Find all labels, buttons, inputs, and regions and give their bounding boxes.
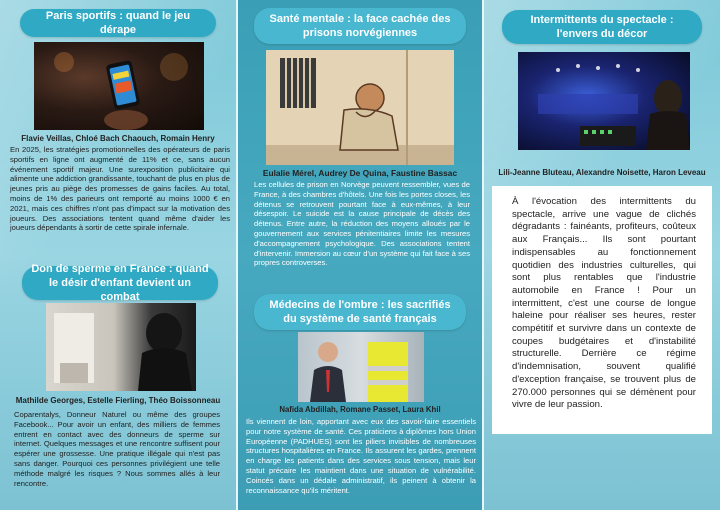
left-column: [0, 0, 236, 510]
article-title-sante[interactable]: Santé mentale : la face cachée des prisons norvégiennes: [254, 8, 466, 44]
authors-medecins: Nafida Abdillah, Romane Passet, Laura Khil: [279, 405, 441, 414]
middle-column: [238, 0, 482, 510]
body-sante: Les cellules de prison en Norvège peuvent ressembler, vues de France, à des chambres d'hôtels. Une fois les portes closes, les détenus se retrouvent pourtant face à eux-mêmes, à leur désespoir. Le suicide est la cause principale de décès des détenus. Entre autre, la réduction des moyens alloués par le gouvernement aux services pénitentiaires limite les mesures d'accompagnement psychologique. Des associations tentent d'intervenir. Immersion au cœur d'un système qui fait face à ses propres controverses.: [254, 180, 470, 268]
authors-sante: Eulalie Mérel, Audrey De Quina, Faustine Bassac: [262, 168, 458, 178]
medecins-photo: [298, 332, 424, 402]
article-title-sperme[interactable]: Don de sperme en France : quand le désir d'enfant devient un combat: [22, 266, 218, 300]
body-medecins: Ils viennent de loin, apportant avec eux des savoir-faire essentiels pour notre système de santé. Ces praticiens à diplômes hors Union Européenne (PADHUES) sont les piliers invisibles de nombreuses structures hospitalières en France. Ils assurent les gardes, prennent en charge les patients dans des services sous tension, mais leur statut précaire les maintient dans une situation de vulnérabilité. Coincés dans un dédale administratif, ils peinent à obtenir la reconnaissance qu'ils méritent.: [246, 417, 476, 495]
article-title-intermittents[interactable]: Intermittents du spectacle : l'envers du décor: [502, 10, 702, 44]
intermittents-photo: [518, 52, 690, 150]
body-intermittents: À l'évocation des intermittents du spectacle, arrive une vague de clichés dégradants : fainéants, profiteurs, coûteux aux Français... Ils sont pourtant indispensables au fonctionnement quotidien des industries culturelles, qui sont plus rentables que l'industrie automobile en France ! Pour un intermittent, c'est une course de longue haleine pour réaliser ses heures, rester compétitif et survivre dans un contexte de coupes budgétaires et d'instabilité structurelle. Derrière ce régime d'indemnisation, souvent qualifié d'exception française, se trouvent plus de 270.000 personnes qui se démènent pour vivre de leur passion.: [512, 196, 696, 411]
don-sperme-photo: [46, 303, 196, 391]
phone-icon: [34, 42, 204, 130]
prison-illustration: [266, 50, 454, 165]
right-column: [484, 0, 720, 510]
prisoner-icon: [266, 50, 454, 165]
authors-sperme: Mathilde Georges, Estelle Fierling, Théo Boissonneau: [15, 396, 221, 405]
body-sperme: Coparentalys, Donneur Naturel ou même des groupes Facebook... Pour avoir un enfant, des milliers de femmes entrent en contact avec des donneurs de sperme sur internet. Quelques messages et une rencontre suffisent pour espérer une grossesse. Une pratique illégale qui n'est pas sans danger. Pourquoi ces personnes privilégient une telle méthode malgré les risques ? Nous sommes allés à leur rencontre.: [14, 410, 220, 488]
console-icon: [518, 52, 690, 150]
authors-intermittents: Lili-Jeanne Bluteau, Alexandre Noisette, Haron Leveau: [498, 168, 706, 177]
authors-paris: Flavie Veillas, Chloé Bach Chaouch, Romain Henry: [21, 134, 215, 143]
article-title-medecins[interactable]: Médecins de l'ombre : les sacrifiés du système de santé français: [254, 294, 466, 330]
body-paris: En 2025, les stratégies promotionnelles des opérateurs de paris sportifs en ligne ont augmenté de 11% et ce, sans aucun événement sportif majeur. Une surexposition publicitaire qui alimente une addiction grandissante, touchant de plus en plus de jeunes pris au piège des promesses de gains faciles. Au total, moins de 1% des parieurs ont remporté au moins 1000 € en 2021, mais ces chiffres n'ont pas d'impact sur la motivation des joueurs. Des associations tentent quand même d'aider les joueurs dépendants à sortir de cette spirale infernale.: [10, 145, 230, 233]
article-title-paris[interactable]: Paris sportifs : quand le jeu dérape: [20, 9, 216, 37]
paris-sportifs-photo: [34, 42, 204, 130]
